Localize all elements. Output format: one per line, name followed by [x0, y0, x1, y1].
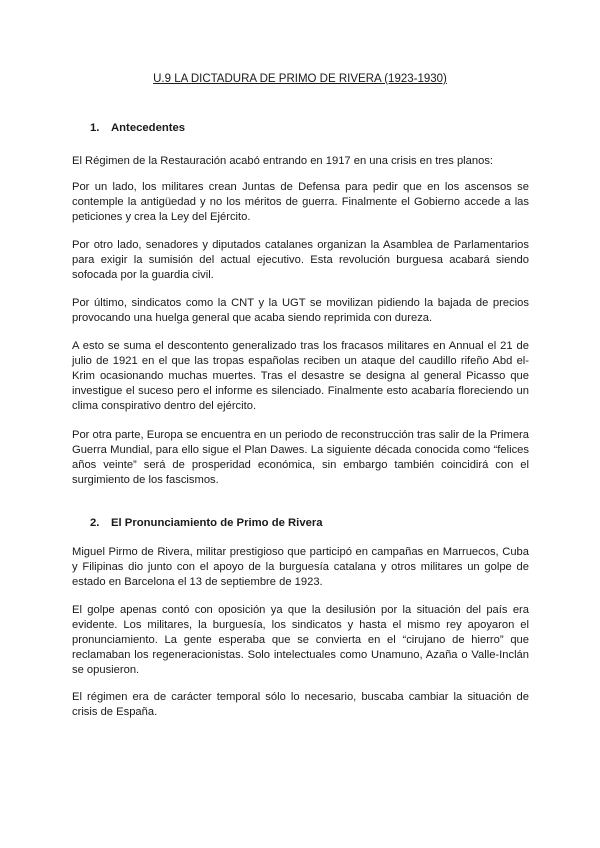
paragraph: Por otra parte, Europa se encuentra en un periodo de reconstrucción tras salir de la Primera Guerra Mundial, para ello sigue el Plan Dawes. La siguiente década conocida como “felices años veinte” será de prosperidad económica, sin embargo también coincidirá con el surgimiento de los fascismos. — [72, 429, 529, 486]
section-title: Antecedentes — [111, 122, 186, 134]
paragraph: Por último, sindicatos como la CNT y la UGT se movilizan pidiendo la bajada de precios provocando una huelga general que acaba siendo reprimida con dureza. — [72, 297, 529, 324]
section-heading-antecedentes — [90, 121, 185, 136]
section-number: 1. — [90, 122, 100, 134]
section-title: El Pronunciamiento de Primo de Rivera — [111, 517, 323, 529]
paragraph: Por otro lado, senadores y diputados catalanes organizan la Asamblea de Parlamentarios para exigir la sumisión del actual ejecutivo. Esta revolución burguesa acabará siendo sofocada por la guardia civil. — [72, 239, 529, 281]
paragraph: Miguel Pirmo de Rivera, militar prestigioso que participó en campañas en Marruecos, Cuba y Filipinas dio junto con el apoyo de la burguesía catalana y otros militares un golpe de estado en Barcelona el 13 de septiembre de 1923. — [72, 546, 529, 588]
paragraph: Por un lado, los militares crean Juntas de Defensa para pedir que en los ascensos se contemple la antigüedad y no los méritos de guerra. Finalmente el Gobierno accede a las peticiones y crea la Ley del Ejército. — [72, 181, 529, 223]
page-title: U.9 LA DICTADURA DE PRIMO DE RIVERA (1923-1930) — [153, 73, 447, 85]
paragraph: A esto se suma el descontento generalizado tras los fracasos militares en Annual el 21 de julio de 1921 en el que las tropas españolas reciben un ataque del caudillo rifeño Abd el-Krim ocasionando muchas muertes. Tras el desastre se designa al general Picasso que investigue el suceso pero el informe es silenciado. Finalmente esto acabaría floreciendo un clima conspirativo dentro del ejército. — [72, 340, 529, 412]
paragraph: El golpe apenas contó con oposición ya que la desilusión por la situación del país era evidente. Los militares, la burguesía, los sindicatos y hasta el mismo rey apoyaron el pronunciamiento. La gente esperaba que se convierta en el “cirujano de hierro” que reclamaban los regeneracionistas. Solo intelectuales como Unamuno, Azaña o Valle-Inclán se opusieron. — [72, 604, 529, 676]
section-heading-pronunciamiento — [90, 516, 323, 531]
section-number: 2. — [90, 517, 100, 529]
paragraph: El régimen era de carácter temporal sólo lo necesario, buscaba cambiar la situación de crisis de España. — [72, 691, 529, 718]
paragraph: El Régimen de la Restauración acabó entrando en 1917 en una crisis en tres planos: — [72, 155, 494, 167]
